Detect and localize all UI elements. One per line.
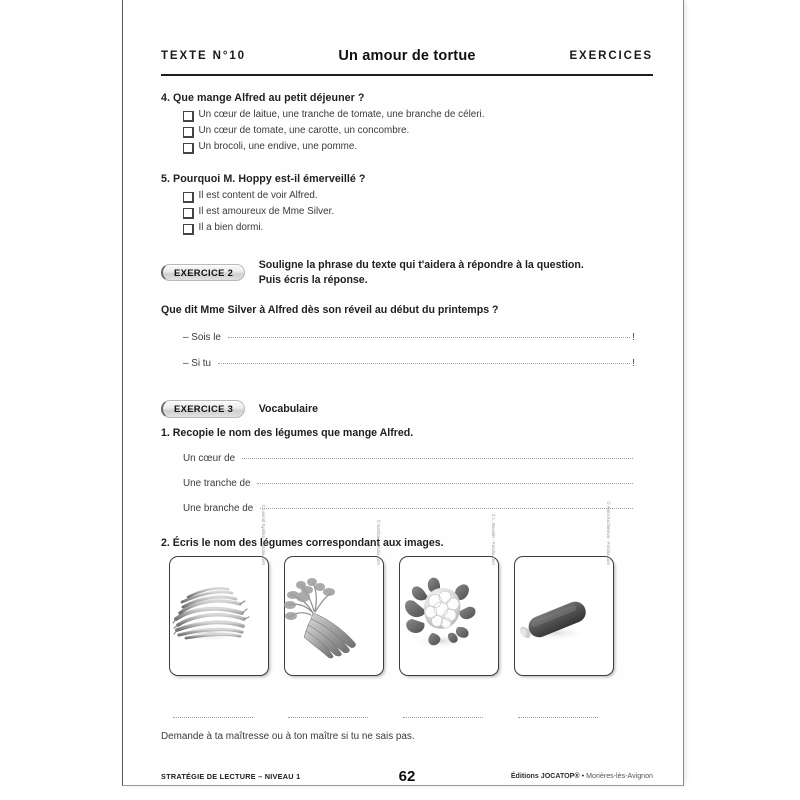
vocab-line-prefix: Une tranche de (183, 478, 254, 489)
image-credit: © L. Bouvier - Fotolia.com (491, 513, 496, 565)
answer-line-dots[interactable] (228, 337, 631, 338)
footer-collection-label: STRATÉGIE DE LECTURE – NIVEAU 1 (161, 772, 301, 781)
publisher-name: Éditions JOCATOP® (510, 772, 580, 780)
text-reference-label: TEXTE N°10 (161, 50, 246, 62)
exercise-2-badge: EXERCICE 2 (161, 264, 245, 282)
vocab-answer-line[interactable] (183, 478, 635, 489)
page-content (161, 0, 653, 786)
footer-publisher (511, 772, 653, 780)
checkbox-option[interactable] (183, 190, 653, 203)
page-header (161, 48, 653, 76)
vocab-line-dots[interactable] (242, 458, 633, 459)
answer-line-dots[interactable] (218, 363, 631, 364)
cauliflower-image (400, 557, 482, 675)
image-answer-line[interactable] (518, 717, 598, 718)
option-label: Il est content de voir Alfred. (198, 190, 318, 201)
zucchini-image (515, 557, 597, 675)
image-card-cauliflower (399, 513, 499, 676)
image-credit: © Nattika - Fotolia.com (376, 519, 381, 565)
question-4-options (161, 109, 653, 154)
option-label: Il a bien dormi. (198, 221, 264, 233)
publisher-separator: • (579, 772, 587, 780)
vocab-line-prefix: Un cœur de (183, 453, 238, 464)
exercise-3-header (161, 400, 653, 418)
carrots-image (285, 557, 367, 675)
answer-line-suffix: ! (632, 358, 635, 369)
exercise-3-task-1-label: 1. Recopie le nom des légumes que mange Alfred. (161, 427, 414, 439)
section-label-exercices: EXERCICES (569, 50, 653, 62)
question-5-options (161, 190, 653, 235)
checkbox-icon[interactable] (183, 192, 194, 203)
exercise-2-question: Que dit Mme Silver à Alfred dès son réveil au début du printemps ? (161, 304, 499, 316)
answer-line[interactable] (183, 358, 635, 369)
exercise-3-badge: EXERCICE 3 (161, 400, 245, 418)
answer-line-prefix: – Sois le (183, 332, 224, 343)
image-credit: © Anna Kucherova - Fotolia.com (606, 501, 611, 565)
image-credit: © Leonid Nyshko - Fotolia.com (261, 504, 266, 565)
vocab-answer-line[interactable] (183, 503, 635, 514)
page-number: 62 (398, 768, 416, 785)
image-card-zucchini (514, 501, 614, 676)
vocab-line-dots[interactable] (257, 483, 633, 484)
publisher-city: Morières-lès-Avignon (586, 772, 653, 780)
vocab-answer-line[interactable] (183, 453, 635, 464)
exercise-3-task-2-label: 2. Écris le nom des légumes correspondant aux images. (161, 537, 444, 549)
exercise-2-instruction (259, 258, 584, 287)
question-5-title: 5. Pourquoi M. Hoppy est-il émerveillé ? (161, 173, 366, 185)
option-label: Un cœur de tomate, une carotte, un concombre. (198, 124, 410, 136)
answer-line-prefix: – Si tu (183, 358, 214, 369)
green-beans-image (170, 557, 252, 675)
checkbox-icon[interactable] (183, 208, 194, 219)
exercise-2-header (161, 258, 653, 287)
question-block-5 (161, 173, 653, 238)
option-label: Un brocoli, une endive, une pomme. (198, 140, 358, 152)
option-label: Il est amoureux de Mme Silver. (198, 205, 335, 217)
checkbox-icon[interactable] (183, 143, 194, 154)
question-4-title: 4. Que mange Alfred au petit déjeuner ? (161, 92, 365, 104)
vocab-line-dots[interactable] (260, 508, 633, 509)
option-label: Un cœur de laitue, une tranche de tomate, une branche de céleri. (198, 109, 485, 120)
exercise-3-title: Vocabulaire (258, 402, 318, 415)
image-card-carrots (284, 519, 384, 676)
answer-line[interactable] (183, 332, 635, 343)
checkbox-option[interactable] (183, 206, 653, 219)
image-answer-line[interactable] (288, 717, 368, 718)
page-footer (161, 770, 653, 784)
exercise-2-instruction-line-2: Puis écris la réponse. (258, 273, 368, 286)
checkbox-icon[interactable] (183, 224, 194, 235)
checkbox-option[interactable] (183, 141, 653, 154)
vocab-line-prefix: Une branche de (183, 503, 257, 514)
image-answer-line[interactable] (403, 717, 483, 718)
teacher-help-note: Demande à ta maîtresse ou à ton maître si tu ne sais pas. (161, 731, 415, 742)
page-title: Un amour de tortue (338, 48, 476, 64)
exercise-2-instruction-line-1: Souligne la phrase du texte qui t'aidera à répondre à la question. (258, 259, 584, 271)
worksheet-page (122, 0, 684, 786)
question-block-4 (161, 92, 653, 157)
answer-line-suffix: ! (632, 332, 635, 343)
checkbox-icon[interactable] (183, 127, 194, 138)
checkbox-option[interactable] (183, 222, 653, 235)
checkbox-option[interactable] (183, 109, 653, 122)
image-answer-line[interactable] (173, 717, 253, 718)
checkbox-icon[interactable] (183, 111, 194, 122)
checkbox-option[interactable] (183, 125, 653, 138)
